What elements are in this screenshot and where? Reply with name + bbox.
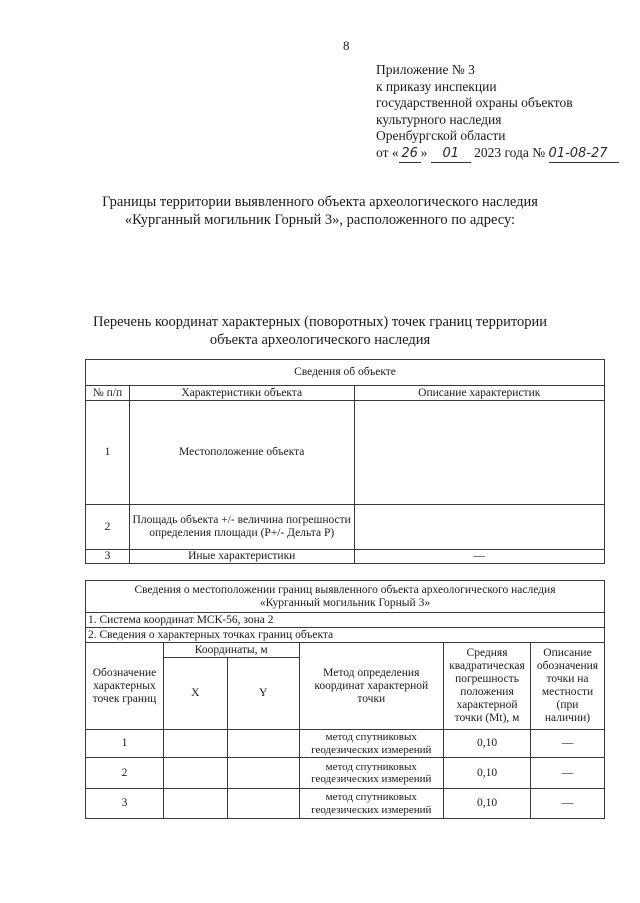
column-header-number: № п/п	[86, 386, 130, 401]
object-info-table	[85, 359, 605, 564]
boundary-points-table	[85, 580, 605, 819]
points-heading: 2. Сведения о характерных точках границ объекта	[86, 628, 605, 643]
table-row: 2 метод спутниковых геодезических измерений 0,10 —	[86, 758, 605, 789]
column-header-description: Описание характеристик	[354, 386, 605, 401]
table-row: 3 метод спутниковых геодезических измерений 0,10 —	[86, 789, 605, 819]
order-number: 01-08-27	[549, 146, 619, 164]
column-header-x: X	[163, 658, 227, 730]
list-title	[0, 313, 640, 349]
column-header-designation: Обозначение характерных точек границ	[86, 643, 164, 730]
boundary-header	[86, 581, 605, 613]
boundary-header-line-1: Сведения о местоположении границ выявленного объекта археологического наследия	[134, 583, 556, 596]
table-row: 3 Иные характеристики —	[86, 550, 605, 564]
coordinate-system: 1. Система координат МСК-56, зона 2	[86, 613, 605, 628]
appendix-line-1: Приложение № 3	[376, 62, 475, 77]
main-title-line-1: Границы территории выявленного объекта археологического наследия	[102, 194, 538, 210]
column-header-point-description: Описание обозначения точки на местности (при наличии)	[531, 643, 605, 730]
main-title-line-2: «Курганный могильник Горный 3», расположенного по адресу:	[124, 212, 516, 228]
table-row: 1 метод спутниковых геодезических измерений 0,10 —	[86, 730, 605, 758]
appendix-line-2: к приказу инспекции	[376, 78, 497, 94]
appendix-line-3: государственной охраны объектов	[376, 95, 573, 110]
appendix-line-5: Оренбургской области	[376, 128, 506, 143]
column-header-characteristics: Характеристики объекта	[129, 386, 354, 401]
column-header-error: Средняя квадратическая погрешность положения характерной точки (Mt), м	[444, 643, 531, 730]
date-day: 26	[399, 146, 421, 164]
object-info-header: Сведения об объекте	[86, 360, 605, 386]
column-header-method: Метод определения координат характерной точки	[299, 643, 444, 730]
date-prefix: от «	[376, 144, 399, 160]
list-title-line-2: объекта археологического наследия	[209, 332, 431, 348]
date-mid: »	[420, 144, 428, 160]
table-row: 2 Площадь объекта +/- величина погрешности определения площади (Р+/- Дельта Р)	[86, 505, 605, 550]
column-header-coordinates: Координаты, м	[163, 643, 299, 658]
main-title	[0, 193, 640, 229]
list-title-line-1: Перечень координат характерных (поворотных) точек границ территории	[92, 314, 548, 330]
page-number: 8	[343, 38, 350, 53]
appendix-date-line	[376, 145, 619, 164]
boundary-header-line-2: «Курганный могильник Горный 3»	[259, 596, 431, 609]
table-row: 1 Местоположение объекта	[86, 401, 605, 505]
column-header-y: Y	[227, 658, 299, 730]
appendix-block	[376, 62, 619, 163]
appendix-line-4: культурного наследия	[376, 111, 502, 127]
date-year: 2023 года №	[474, 144, 546, 160]
date-month: 01	[431, 146, 471, 164]
